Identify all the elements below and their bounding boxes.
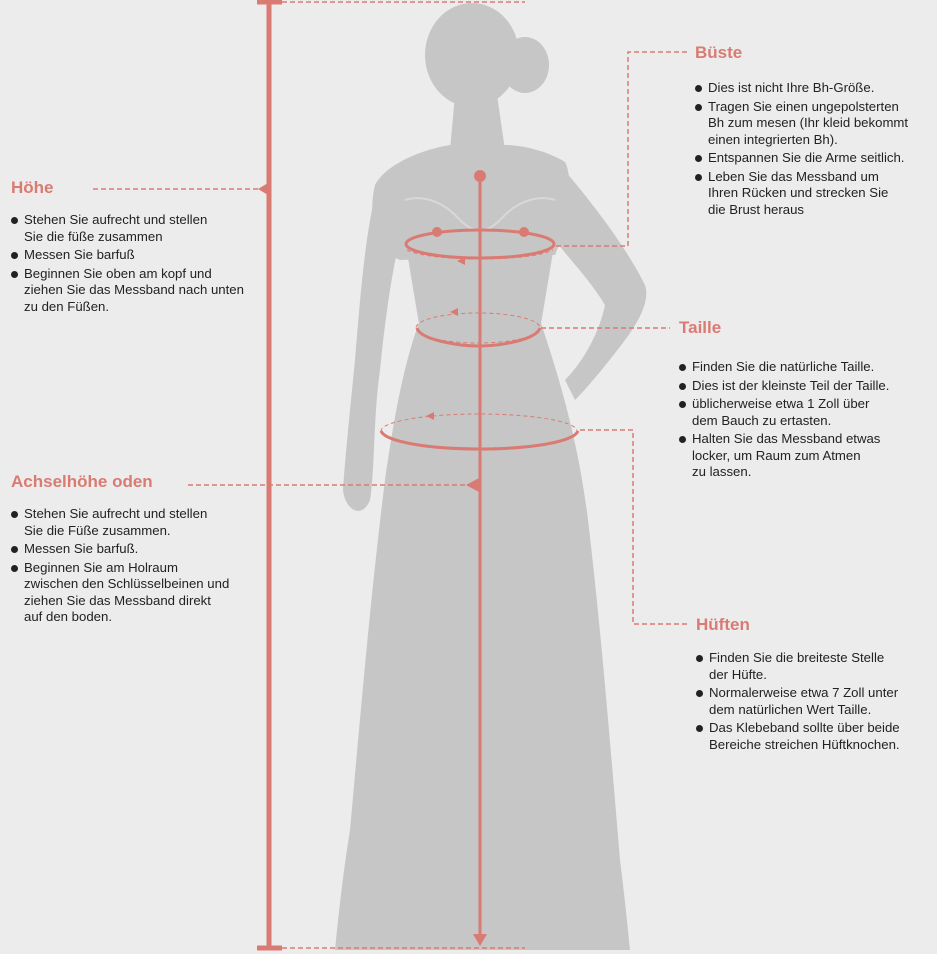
hips-list bbox=[696, 650, 936, 753]
list-item: Dies ist der kleinste Teil der Taille. bbox=[679, 378, 935, 395]
list-item: Stehen Sie aufrecht und stellen Sie die Füße zusammen. bbox=[11, 506, 271, 539]
hips-title: Hüften bbox=[696, 615, 750, 634]
list-item: Das Klebeband sollte über beide Bereiche streichen Hüftknochen. bbox=[696, 720, 936, 753]
hips-section bbox=[696, 615, 936, 755]
list-item: Entspannen Sie die Arme seitlich. bbox=[695, 150, 935, 167]
list-item: Halten Sie das Messband etwas locker, um Raum zum Atmen zu lassen. bbox=[679, 431, 935, 481]
list-item: üblicherweise etwa 1 Zoll über dem Bauch zu ertasten. bbox=[679, 396, 935, 429]
waist-section bbox=[679, 318, 935, 483]
list-item: Leben Sie das Messband um Ihren Rücken und strecken Sie die Brust heraus bbox=[695, 169, 935, 219]
waist-list bbox=[679, 359, 935, 481]
list-item: Normalerweise etwa 7 Zoll unter dem natürlichen Wert Taille. bbox=[696, 685, 936, 718]
hollow-to-floor-list bbox=[11, 506, 271, 626]
hollow-to-floor-section bbox=[11, 472, 271, 628]
height-section bbox=[11, 178, 271, 317]
list-item: Beginnen Sie am Holraum zwischen den Schlüsselbeinen und ziehen Sie das Messband direkt auf den boden. bbox=[11, 560, 271, 626]
list-item: Beginnen Sie oben am kopf und ziehen Sie das Messband nach unten zu den Füßen. bbox=[11, 266, 271, 316]
height-title: Höhe bbox=[11, 178, 54, 197]
list-item: Finden Sie die breiteste Stelle der Hüfte. bbox=[696, 650, 936, 683]
list-item: Stehen Sie aufrecht und stellen Sie die füße zusammen bbox=[11, 212, 271, 245]
list-item: Messen Sie barfuß. bbox=[11, 541, 271, 558]
list-item: Messen Sie barfuß bbox=[11, 247, 271, 264]
waist-title: Taille bbox=[679, 318, 722, 337]
bust-title: Büste bbox=[695, 43, 743, 62]
dress-silhouette bbox=[335, 3, 646, 950]
bust-section bbox=[695, 43, 935, 220]
hollow-to-floor-title: Achselhöhe oden bbox=[11, 472, 153, 491]
height-list bbox=[11, 212, 271, 315]
list-item: Dies ist nicht Ihre Bh-Größe. bbox=[695, 80, 935, 97]
bust-list bbox=[695, 80, 935, 218]
list-item: Tragen Sie einen ungepolsterten Bh zum mesen (Ihr kleid bekommt einen integrierten Bh). bbox=[695, 99, 935, 149]
list-item: Finden Sie die natürliche Taille. bbox=[679, 359, 935, 376]
